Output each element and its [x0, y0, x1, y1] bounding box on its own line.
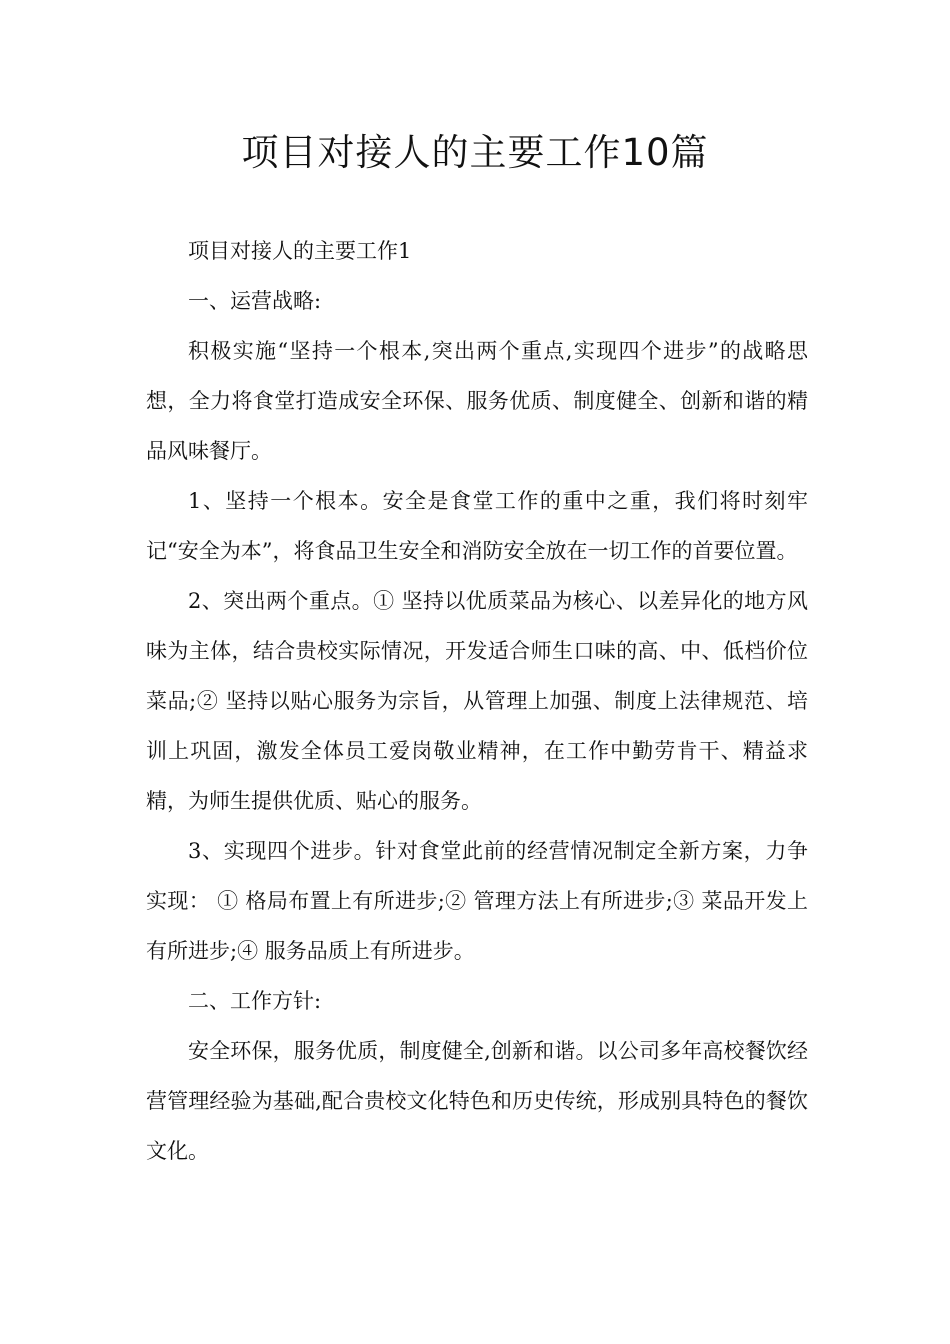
paragraph-strategy-intro: 积极实施“坚持一个根本,突出两个重点,实现四个进步”的战略思想，全力将食堂打造成安全环保、服务优质、制度健全、创新和谐的精品风味餐厅。 — [146, 339, 808, 463]
section-heading-work-policy: 二、工作方针: — [188, 989, 322, 1013]
paragraph-point-3: 3、实现四个进步。针对食堂此前的经营情况制定全新方案，力争实现： ① 格局布置上有所进步;② 管理方法上有所进步;③ 菜品开发上有所进步;④ 服务品质上有所进步。 — [146, 839, 808, 963]
paragraph-work-policy: 安全环保，服务优质，制度健全,创新和谐。以公司多年高校餐饮经营管理经验为基础,配合贵校文化特色和历史传统，形成别具特色的餐饮文化。 — [146, 1039, 808, 1163]
document-body — [146, 226, 808, 1176]
paragraph-point-2: 2、突出两个重点。① 坚持以优质菜品为核心、以差异化的地方风味为主体，结合贵校实际情况，开发适合师生口味的高、中、低档价位菜品;② 坚持以贴心服务为宗旨，从管理上加强、制度上法律规范、培训上巩固，激发全体员工爱岗敬业精神，在工作中勤劳肯干、精益求精，为师生提供优质、贴心的服务。 — [146, 589, 808, 813]
paragraph-point-1: 1、坚持一个根本。安全是食堂工作的重中之重，我们将时刻牢记“安全为本”，将食品卫生安全和消防安全放在一切工作的首要位置。 — [146, 489, 808, 563]
document-title: 项目对接人的主要工作10篇 — [241, 131, 709, 174]
section-heading-operation-strategy: 一、运营战略: — [188, 289, 322, 313]
section-heading-item-1: 项目对接人的主要工作1 — [188, 239, 412, 263]
